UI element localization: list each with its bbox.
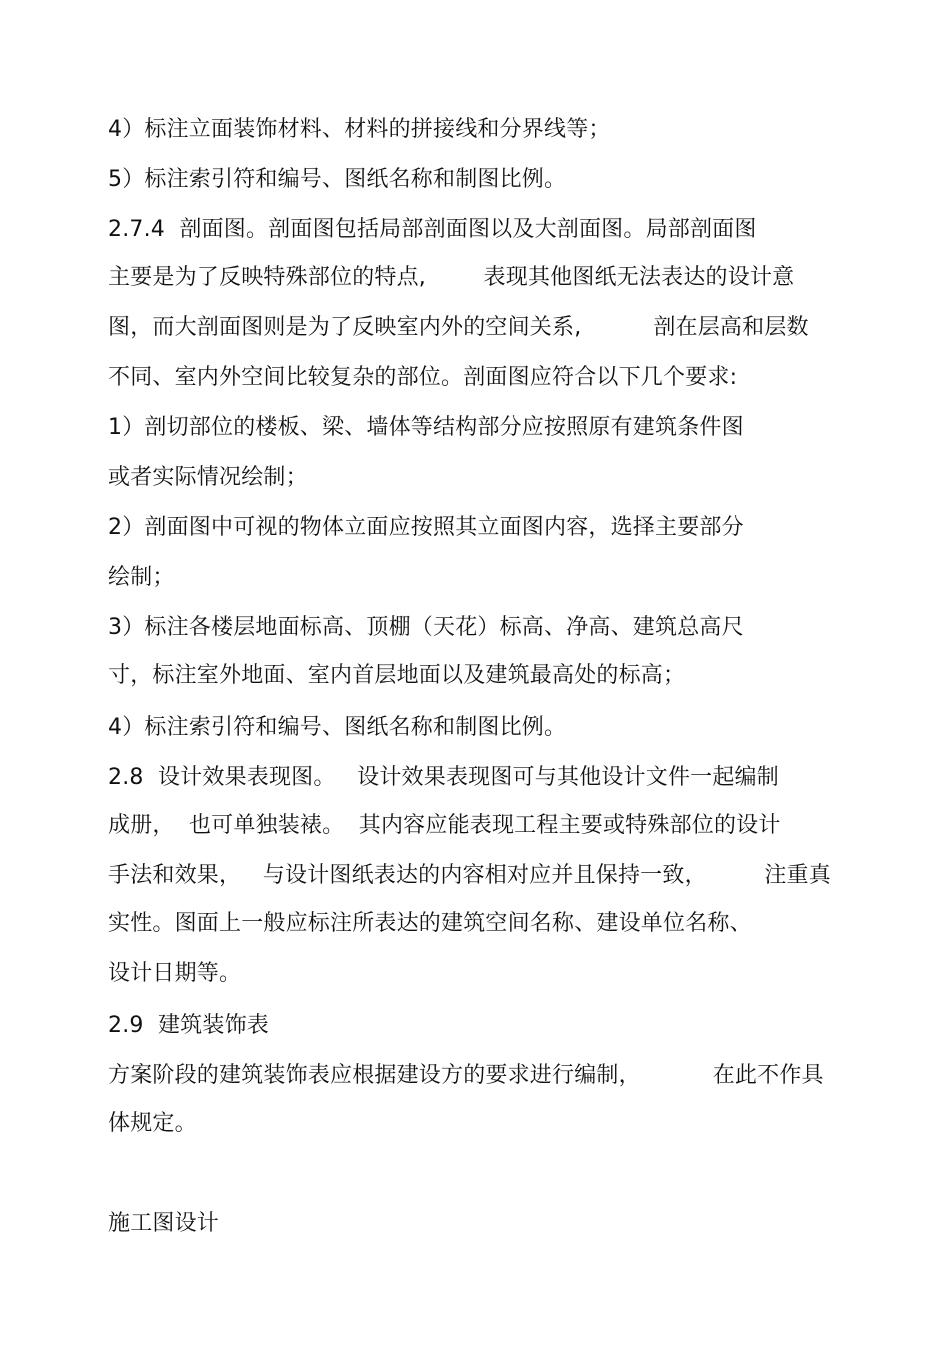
- text-line: 体规定。: [108, 1111, 197, 1136]
- text-line: 绘制；: [108, 565, 175, 590]
- text-line: 4）标注索引符和编号、图纸名称和制图比例。: [108, 715, 567, 740]
- section-heading-2-9: 2.9 建筑装饰表: [108, 1013, 269, 1038]
- text-line: 图，而大剖面图则是为了反映室内外的空间关系, 剖在层高和层数: [108, 315, 809, 340]
- text-line: 2）剖面图中可视的物体立面应按照其立面图内容，选择主要部分: [108, 515, 744, 540]
- text-line: 不同、室内外空间比较复杂的部位。剖面图应符合以下几个要求:: [108, 365, 738, 390]
- text-line: 4）标注立面装饰材料、材料的拼接线和分界线等；: [108, 117, 611, 142]
- text-line: 5）标注索引符和编号、图纸名称和制图比例。: [108, 167, 567, 192]
- section-heading-construction-drawing: 施工图设计: [108, 1211, 220, 1236]
- section-heading-2-8: 2.8 设计效果表现图。 设计效果表现图可与其他设计文件一起编制: [108, 765, 779, 790]
- text-line: 设计日期等。: [108, 961, 242, 986]
- text-line: 实性。图面上一般应标注所表达的建筑空间名称、建设单位名称、: [108, 911, 752, 936]
- text-line: 3）标注各楼层地面标高、顶棚（天花）标高、净高、建筑总高尺: [108, 615, 744, 640]
- text-line: 手法和效果， 与设计图纸表达的内容相对应并且保持一致， 注重真: [108, 863, 831, 888]
- text-line: 成册， 也可单独装裱。 其内容应能表现工程主要或特殊部位的设计: [108, 813, 781, 838]
- text-line: 方案阶段的建筑装饰表应根据建设方的要求进行编制， 在此不作具: [108, 1063, 824, 1088]
- section-heading-2-7-4: 2.7.4 剖面图。剖面图包括局部剖面图以及大剖面图。局部剖面图: [108, 217, 757, 242]
- text-line: 寸，标注室外地面、室内首层地面以及建筑最高处的标高；: [108, 663, 686, 688]
- text-line: 或者实际情况绘制；: [108, 465, 308, 490]
- text-line: 主要是为了反映特殊部位的特点, 表现其他图纸无法表达的设计意: [108, 265, 795, 290]
- text-line: 1）剖切部位的楼板、梁、墙体等结构部分应按照原有建筑条件图: [108, 415, 744, 440]
